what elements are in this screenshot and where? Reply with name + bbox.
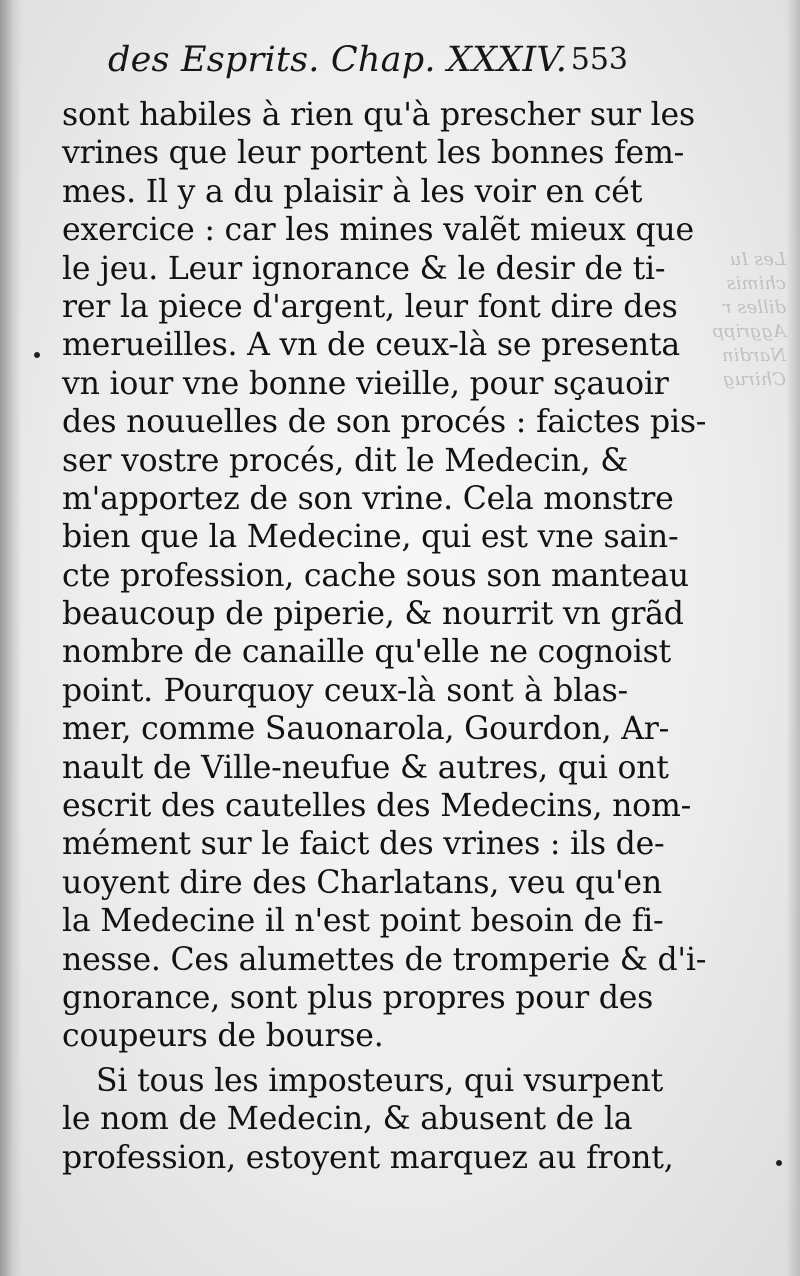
page-text: [62, 96, 707, 1177]
bleed-through-text: Les Iu chimis dilles r Aggripp Nardin Chirug: [712, 249, 786, 390]
running-header: [108, 40, 628, 88]
text-line: mes. Il y a du plaisir à les voir en cét: [62, 173, 643, 210]
ink-spot: [776, 1160, 782, 1166]
text-line: gnorance, sont plus propres pour des: [62, 979, 654, 1016]
text-line: vn iour vne bonne vieille, pour sçauoir: [62, 365, 669, 402]
text-line: la Medecine il n'est point besoin de fi-: [62, 903, 664, 940]
text-line: escrit des cautelles des Medecins, nom-: [62, 788, 692, 825]
text-line: cte profession, cache sous son manteau: [62, 557, 689, 594]
text-line: nesse. Ces alumettes de tromperie & d'i-: [62, 941, 707, 978]
text-line: le nom de Medecin, & abusent de la: [62, 1101, 633, 1138]
text-line: sont habiles à rien qu'à prescher sur les: [62, 97, 695, 133]
text-line: merueilles. A vn de ceux-là se presenta: [62, 327, 680, 364]
ink-spot: [34, 352, 40, 358]
text-line: uoyent dire des Charlatans, veu qu'en: [62, 864, 662, 901]
text-line: mer, comme Sauonarola, Gourdon, Ar-: [62, 711, 670, 748]
page-gutter-shadow: [0, 0, 22, 1276]
text-line: le jeu. Leur ignorance & le desir de ti-: [62, 250, 666, 287]
text-line: beaucoup de piperie, & nourrit vn grãd: [62, 596, 684, 633]
text-line: profession, estoyent marquez au front,: [62, 1139, 674, 1176]
text-line: exercice : car les mines valẽt mieux que: [62, 212, 694, 249]
page-number: 553: [570, 42, 628, 77]
text-line: bien que la Medecine, qui est vne sain-: [62, 519, 679, 556]
text-line: nault de Ville-neufue & autres, qui ont: [62, 749, 669, 786]
text-line: nombre de canaille qu'elle ne cognoist: [62, 634, 672, 671]
text-line: m'apportez de son vrine. Cela monstre: [62, 480, 674, 517]
text-line: coupeurs de bourse.: [62, 1018, 384, 1055]
text-line: mément sur le faict des vrines : ils de-: [62, 826, 665, 863]
text-line: Si tous les imposteurs, qui vsurpent: [96, 1062, 664, 1099]
text-line: point. Pourquoy ceux-là sont à blas-: [62, 672, 628, 709]
page-edge-shadow: [786, 0, 800, 1276]
text-line: vrines que leur portent les bonnes fem-: [62, 135, 685, 172]
running-title: des Esprits. Chap. XXXIV.: [108, 40, 568, 80]
text-line: des nouuelles de son procés : faictes pis-: [62, 404, 707, 441]
text-line: rer la piece d'argent, leur font dire des: [62, 288, 678, 325]
text-line: ser vostre procés, dit le Medecin, &: [62, 442, 629, 479]
